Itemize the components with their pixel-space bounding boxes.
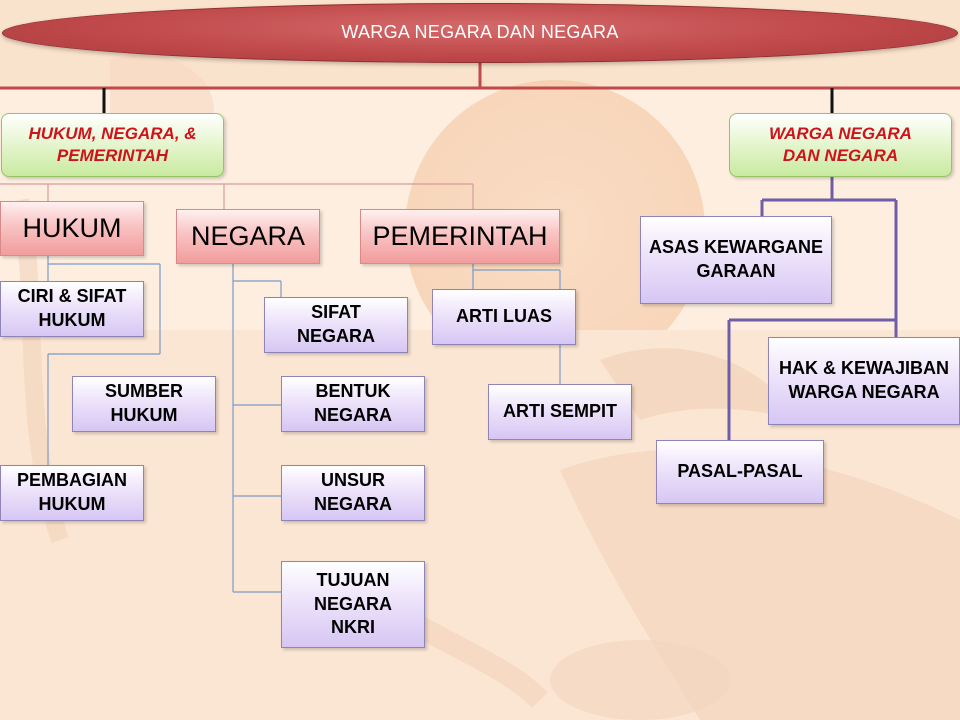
branch-warga-negara[interactable]: [729, 113, 952, 177]
leaf-label: HAK & KEWAJIBAN WARGA NEGARA: [778, 358, 949, 402]
leaf-sifat-negara[interactable]: [264, 297, 408, 353]
leaf-label: TUJUAN NEGARA NKRI: [313, 569, 392, 638]
title-text: WARGA NEGARA DAN NEGARA: [341, 22, 619, 43]
leaf-sumber-hukum[interactable]: [72, 376, 216, 432]
branch-hukum-negara-pemerintah[interactable]: [1, 113, 224, 177]
topic-negara-label: NEGARA: [190, 220, 306, 251]
leaf-label: SUMBER HUKUM: [104, 381, 183, 425]
leaf-pembagian-hukum[interactable]: [0, 465, 144, 521]
leaf-tujuan-negara-nkri[interactable]: [281, 561, 425, 648]
leaf-asas-kewarganegaraan[interactable]: [640, 216, 832, 304]
leaf-label: BENTUK NEGARA: [313, 381, 392, 425]
leaf-label: UNSUR NEGARA: [313, 470, 392, 514]
leaf-label: ARTI LUAS: [456, 306, 552, 327]
topic-pemerintah[interactable]: [360, 209, 560, 264]
leaf-hak-kewajiban[interactable]: [768, 337, 960, 425]
branch-left-label: HUKUM, NEGARA, & PEMERINTAH: [28, 123, 197, 165]
leaf-arti-sempit[interactable]: [488, 384, 632, 440]
leaf-ciri-sifat-hukum[interactable]: [0, 281, 144, 337]
title-banner: [2, 3, 958, 63]
topic-negara[interactable]: [176, 209, 320, 264]
leaf-pasal-pasal[interactable]: [656, 440, 824, 504]
topic-hukum-label: HUKUM: [22, 212, 122, 243]
leaf-unsur-negara[interactable]: [281, 465, 425, 521]
leaf-arti-luas[interactable]: [432, 289, 576, 345]
leaf-label: ARTI SEMPIT: [502, 401, 617, 422]
topic-hukum[interactable]: [0, 201, 144, 256]
leaf-bentuk-negara[interactable]: [281, 376, 425, 432]
leaf-label: ASAS KEWARGANEGARAAN: [648, 237, 823, 281]
leaf-label: PEMBAGIAN HUKUM: [16, 470, 127, 514]
branch-right-label: WARGA NEGARA DAN NEGARA: [769, 123, 912, 165]
topic-pemerintah-label: PEMERINTAH: [372, 220, 548, 251]
leaf-label: CIRI & SIFAT HUKUM: [17, 286, 127, 330]
leaf-label: PASAL-PASAL: [677, 461, 803, 482]
leaf-label: SIFAT NEGARA: [296, 302, 375, 346]
